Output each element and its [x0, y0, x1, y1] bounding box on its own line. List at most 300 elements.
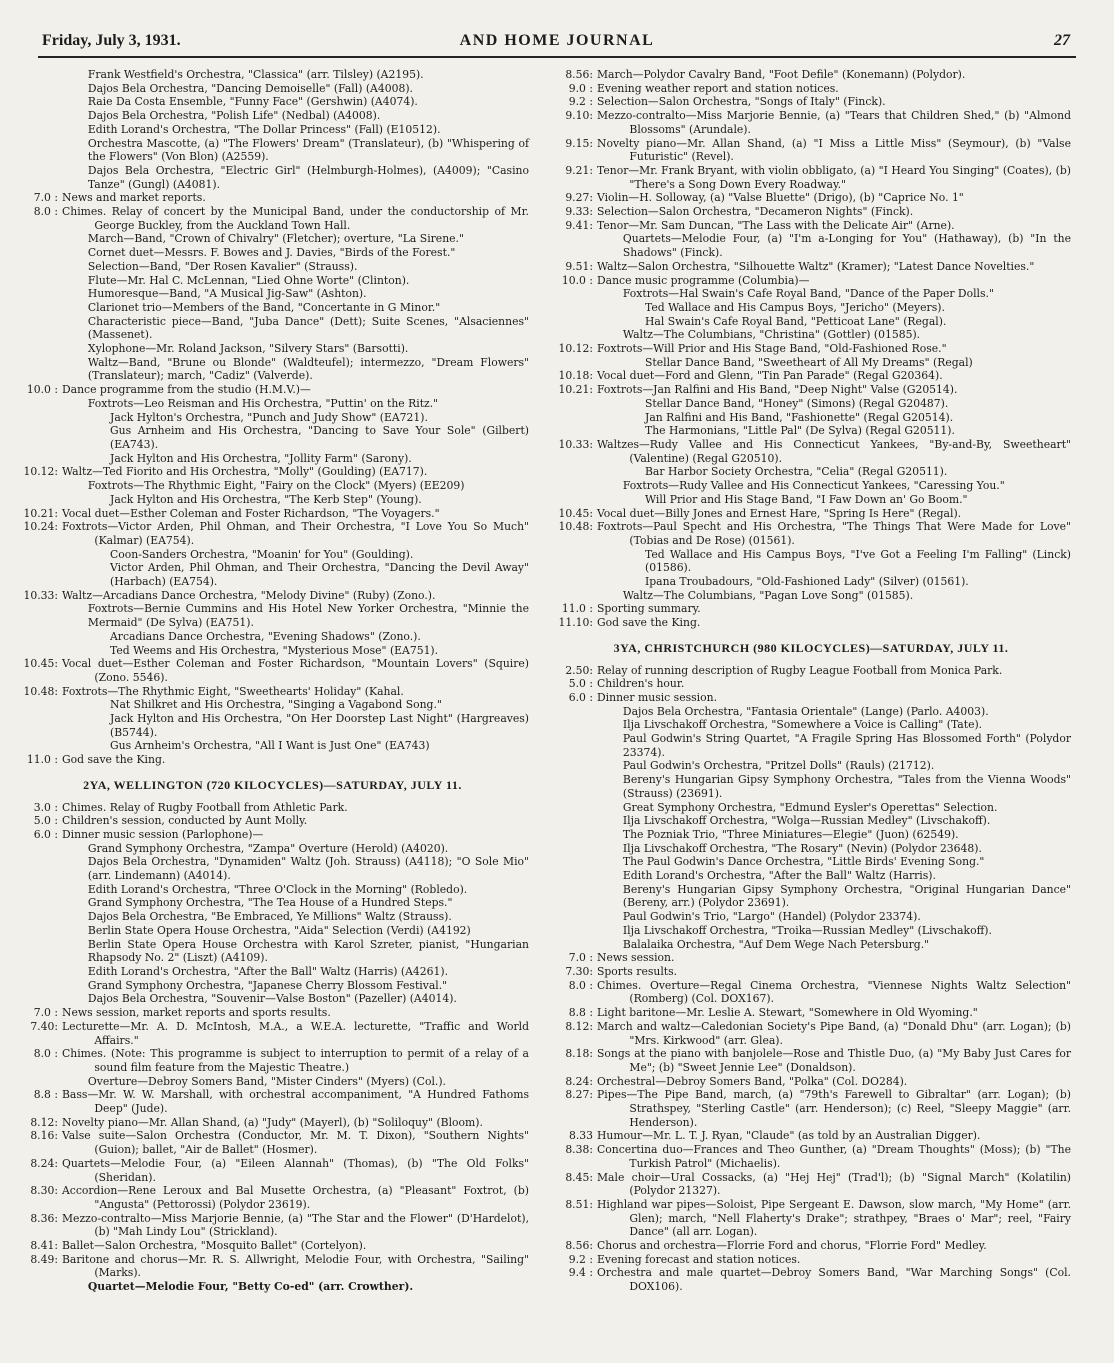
program-entry	[16, 520, 529, 547]
entry-text: Great Symphony Orchestra, "Edmund Eysler's Operettas" Selection.	[622, 800, 998, 814]
program-entry	[16, 828, 529, 842]
program-entry	[551, 1239, 1071, 1253]
right-column	[551, 68, 1071, 1294]
program-entry	[551, 507, 1071, 521]
entry-text: Dinner music session (Parlophone)—	[62, 827, 264, 841]
entry-text: Edith Lorand's Orchestra, "Three O'Clock in the Morning" (Robledo).	[87, 882, 468, 896]
entry-time	[551, 315, 597, 329]
program-entry	[16, 205, 529, 232]
program-entry	[551, 315, 1071, 329]
entry-text: Jack Hylton and His Orchestra, "On Her Doorstep Last Night" (Hargreaves) (B5744).	[110, 712, 529, 739]
entry-time	[16, 232, 62, 246]
program-entry	[16, 1239, 529, 1253]
entry-text: Selection—Band, "Der Rosen Kavalier" (Strauss).	[87, 259, 358, 273]
page-header	[38, 30, 1076, 58]
entry-text: Jack Hylton and His Orchestra, "The Kerb Step" (Young).	[110, 492, 422, 506]
program-entry	[551, 287, 1071, 301]
entry-time: 10.45:	[558, 506, 593, 520]
entry-time	[16, 924, 62, 938]
entry-time	[16, 1280, 62, 1294]
entry-text: Quartets—Melodie Four, (a) "Eileen Alannah" (Thomas), (b) "The Old Folks" (Sheridan).	[62, 1156, 529, 1184]
entry-text: Foxtrots—The Rhythmic Eight, "Fairy on the Clock" (Myers) (EE209)	[87, 479, 465, 493]
entry-text: Orchestral—Debroy Somers Band, "Polka" (Col. DO284).	[597, 1074, 908, 1088]
entry-text: Ilja Livschakoff Orchestra, "Somewhere a Voice is Calling" (Tate).	[622, 718, 983, 732]
program-entry	[551, 479, 1071, 493]
entry-time: 9.0 :	[568, 81, 593, 95]
program-entry	[16, 910, 529, 924]
entry-time: 9.10:	[565, 109, 593, 123]
entry-time	[16, 68, 62, 82]
program-entry	[551, 1047, 1071, 1074]
entry-text: Foxtrots—Victor Arden, Phil Ohman, and Their Orchestra, "I Love You So Much" (Kalmar) (EA754).	[62, 520, 529, 547]
entry-text: Novelty piano—Mr. Allan Shand, (a) "Judy" (Mayerl), (b) "Soliloquy" (Bloom).	[62, 1115, 483, 1129]
entry-text: Bar Harbor Society Orchestra, "Celia" (Regal G20511).	[645, 465, 948, 479]
entry-text: Orchestra and male quartet—Debroy Somers Band, "War Marching Songs" (Col. DOX106).	[597, 1266, 1071, 1294]
entry-time	[16, 883, 62, 897]
entry-text: March—Band, "Crown of Chivalry" (Fletcher); overture, "La Sirene."	[87, 232, 464, 246]
program-entry	[551, 924, 1071, 938]
entry-text: Quartet—Melodie Four, "Betty Co-ed" (arr. Crowther).	[87, 1280, 414, 1294]
entry-text: Paul Godwin's Trio, "Largo" (Handel) (Polydor 23374).	[622, 910, 921, 924]
entry-time	[16, 109, 62, 123]
entry-text: Orchestra Mascotte, (a) "The Flowers' Dream" (Translateur), (b) "Whispering of the Flowers" (Von Blon) (A2559).	[87, 136, 529, 164]
entry-text: Balalaika Orchestra, "Auf Dem Wege Nach Petersburg."	[622, 937, 930, 951]
program-entry	[16, 383, 529, 397]
christchurch-section-title: 3YA, CHRISTCHURCH (980 KILOCYCLES)—SATURDAY, JULY 11.	[613, 640, 1009, 655]
program-entry	[16, 1116, 529, 1130]
entry-time: 10.21:	[558, 383, 593, 397]
entry-time	[551, 883, 597, 910]
entry-time: 11.0 :	[561, 602, 593, 616]
entry-text: Tenor—Mr. Frank Bryant, with violin obbligato, (a) "I Heard You Singing" (Coates), (b) "There's a Song Down Every Roadway."	[597, 163, 1071, 191]
program-entry	[551, 301, 1071, 315]
entry-text: Raie Da Costa Ensemble, "Funny Face" (Gershwin) (A4074).	[87, 95, 418, 109]
entry-time: 6.0 :	[33, 827, 58, 841]
entry-time	[16, 644, 62, 658]
entry-time	[551, 411, 597, 425]
entry-time	[16, 842, 62, 856]
program-entry	[551, 164, 1071, 191]
program-entry	[551, 1088, 1071, 1129]
program-entry	[551, 814, 1071, 828]
program-entry	[16, 1020, 529, 1047]
entry-text: Chimes. (Note: This programme is subject to interruption to permit of a relay of a sound film feature from the Majestic Theatre.)	[62, 1047, 529, 1074]
entry-text: Dajos Bela Orchestra, "Dynamiden" Waltz (Joh. Strauss) (A4118); "O Sole Mio" (arr. Lindemann) (A4014).	[87, 855, 529, 883]
entry-time: 5.0 :	[568, 677, 593, 691]
left-column	[16, 68, 529, 1294]
entry-time	[551, 479, 597, 493]
entry-time	[551, 424, 597, 438]
entry-time	[551, 938, 597, 952]
entry-text: Baritone and chorus—Mr. R. S. Allwright, Melodie Four, with Orchestra, "Sailing" (Marks).	[62, 1252, 529, 1280]
entry-time	[551, 575, 597, 589]
entry-text: Waltz—Salon Orchestra, "Silhouette Waltz" (Kramer); "Latest Dance Novelties."	[597, 259, 1035, 273]
entry-text: Jack Hylton and His Orchestra, "Jollity Farm" (Sarony).	[110, 451, 412, 465]
program-entry	[551, 732, 1071, 759]
program-entry	[551, 910, 1071, 924]
program-entry	[16, 938, 529, 965]
entry-text: The Harmonians, "Little Pal" (De Sylva) (Regal G20511).	[645, 424, 955, 438]
entry-time: 9.21:	[565, 163, 593, 177]
entry-text: Dajos Bela Orchestra, "Souvenir—Valse Boston" (Pazeller) (A4014).	[87, 992, 457, 1006]
entry-time: 9.41:	[565, 218, 593, 232]
entry-time: 8.45:	[565, 1170, 593, 1184]
entry-text: March and waltz—Caledonian Society's Pipe Band, (a) "Donald Dhu" (arr. Logan); (b) "Mrs. Kirkwood" (arr. Glea).	[597, 1019, 1071, 1047]
entry-text: Bereny's Hungarian Gipsy Symphony Orchestra, "Original Hungarian Dance" (Bereny, arr.) (Polydor 23691).	[622, 882, 1071, 910]
entry-time: 10.18:	[558, 369, 593, 383]
entry-time: 8.8 :	[33, 1088, 58, 1102]
program-entry	[16, 712, 529, 739]
entry-time: 11.0 :	[26, 753, 58, 767]
entry-time	[16, 411, 62, 425]
program-entry	[551, 801, 1071, 815]
entry-time	[551, 548, 597, 575]
entry-text: Foxtrots—Jan Ralfini and His Band, "Deep Night" Valse (G20514).	[597, 383, 958, 397]
entry-time: 11.10:	[558, 616, 593, 630]
program-entry	[16, 315, 529, 342]
entry-text: Grand Symphony Orchestra, "Japanese Cherry Blossom Festival."	[87, 978, 448, 992]
entry-text: News session.	[597, 951, 675, 965]
entry-text: Dajos Bela Orchestra, "Fantasia Orientale" (Lange) (Parlo. A4003).	[622, 704, 989, 718]
program-entry	[551, 718, 1071, 732]
entry-time	[16, 246, 62, 260]
entry-time: 7.0 :	[33, 191, 58, 205]
program-entry	[16, 657, 529, 684]
program-entry	[551, 575, 1071, 589]
entry-time	[16, 739, 62, 753]
entry-text: Cornet duet—Messrs. F. Bowes and J. Davies, "Birds of the Forest."	[87, 246, 456, 260]
entry-text: Male choir—Ural Cossacks, (a) "Hej Hej" (Trad'l); (b) "Signal March" (Kolatilin) (Polydor 21327).	[597, 1170, 1071, 1198]
entry-time	[551, 718, 597, 732]
entry-time: 10.48:	[23, 684, 58, 698]
program-entry	[551, 979, 1071, 1006]
entry-time	[16, 424, 62, 451]
program-entry	[551, 328, 1071, 342]
entry-time: 5.0 :	[33, 814, 58, 828]
entry-time: 10.24:	[23, 520, 58, 534]
program-entry	[16, 82, 529, 96]
entry-text: Will Prior and His Stage Band, "I Faw Down an' Go Boom."	[645, 492, 968, 506]
program-entry	[16, 287, 529, 301]
wellington-section-title: 2YA, WELLINGTON (720 KILOCYCLES)—SATURDAY, JULY 11.	[83, 777, 462, 792]
christchurch-program	[551, 664, 1071, 1294]
entry-text: Dance music programme (Columbia)—	[597, 273, 810, 287]
program-entry	[551, 951, 1071, 965]
entry-text: Valse suite—Salon Orchestra (Conductor, Mr. M. T. Dixon), "Southern Nights" (Guion); ballet, "Air de Ballet" (Hosmer).	[62, 1129, 529, 1157]
entry-text: Foxtrots—Paul Specht and His Orchestra, "The Things That Were Made for Love" (Tobias and De Rose) (01561).	[597, 520, 1071, 547]
entry-text: Selection—Salon Orchestra, "Decameron Nights" (Finck).	[597, 205, 914, 219]
program-entry	[16, 979, 529, 993]
entry-text: Songs at the piano with banjolele—Rose and Thistle Duo, (a) "My Baby Just Cares for Me"; (b) "Sweet Jennie Lee" (Donaldson).	[597, 1047, 1071, 1074]
program-entry	[551, 1075, 1071, 1089]
entry-time	[16, 630, 62, 644]
wellington-program	[16, 801, 529, 1294]
entry-text: Victor Arden, Phil Ohman, and Their Orchestra, "Dancing the Devil Away" (Harbach) (EA754).	[110, 561, 529, 589]
entry-text: Clarionet trio—Members of the Band, "Concertante in G Minor."	[87, 300, 441, 314]
header-date: Friday, July 3, 1931.	[42, 32, 181, 49]
program-entry	[551, 424, 1071, 438]
entry-text: Ilja Livschakoff Orchestra, "Wolga—Russian Medley" (Livschakoff).	[622, 814, 991, 828]
entry-time: 8.56:	[565, 1239, 593, 1253]
entry-text: Relay of running description of Rugby League Football from Monica Park.	[597, 663, 1003, 677]
program-entry	[16, 301, 529, 315]
program-entry	[16, 630, 529, 644]
entry-text: News and market reports.	[62, 191, 206, 205]
entry-time	[16, 356, 62, 383]
program-entry	[16, 698, 529, 712]
entry-time: 8.56:	[565, 68, 593, 81]
entry-text: Vocal duet—Esther Coleman and Foster Richardson, "The Voyagers."	[62, 506, 440, 520]
program-entry	[16, 246, 529, 260]
program-entry	[16, 753, 529, 767]
entry-time: 9.27:	[565, 191, 593, 205]
entry-time	[16, 137, 62, 164]
entry-text: Tenor—Mr. Sam Duncan, "The Lass with the Delicate Air" (Arne).	[597, 218, 955, 232]
entry-time	[551, 773, 597, 800]
page-number: 27	[1054, 32, 1070, 49]
program-entry	[16, 992, 529, 1006]
entry-text: Dajos Bela Orchestra, "Dancing Demoiselle" (Fall) (A4008).	[87, 81, 413, 95]
entry-time: 9.2 :	[568, 1252, 593, 1266]
entry-text: Lecturette—Mr. A. D. McIntosh, M.A., a W.E.A. lecturette, "Traffic and World Affairs."	[62, 1019, 529, 1047]
entry-time: 8.12:	[565, 1019, 593, 1033]
entry-time	[16, 95, 62, 109]
entry-text: Ipana Troubadours, "Old-Fashioned Lady" (Silver) (01561).	[645, 575, 969, 589]
entry-text: Bereny's Hungarian Gipsy Symphony Orchestra, "Tales from the Vienna Woods" (Strauss) (23691).	[622, 773, 1071, 800]
entry-time	[16, 260, 62, 274]
program-entry	[16, 232, 529, 246]
program-entry	[551, 397, 1071, 411]
entry-time	[16, 548, 62, 562]
program-entry	[16, 561, 529, 588]
program-entry	[16, 965, 529, 979]
entry-time: 8.0 :	[33, 1047, 58, 1061]
program-entry	[16, 548, 529, 562]
program-entry	[551, 274, 1071, 288]
entry-time	[16, 910, 62, 924]
entry-time: 8.0 :	[568, 978, 593, 992]
entry-text: Mezzo-contralto—Miss Marjorie Bennie, (a) "The Star and the Flower" (D'Hardelot), (b) "Mah Lindy Lou" (Strickland).	[62, 1211, 529, 1239]
entry-text: Dinner music session.	[597, 690, 718, 704]
entry-time: 10.33:	[558, 437, 593, 451]
entry-time	[551, 814, 597, 828]
program-entry	[16, 465, 529, 479]
program-entry	[16, 1129, 529, 1156]
program-entry	[551, 602, 1071, 616]
program-entry	[551, 773, 1071, 800]
entry-text: Pipes—The Pipe Band, march, (a) "79th's Farewell to Gibraltar" (arr. Logan); (b) Strathspey, "Sterling Castle" (arr. Henderson); (c) Reel, "Sleepy Maggie" (arr. Henderson).	[597, 1088, 1071, 1129]
program-entry	[16, 814, 529, 828]
program-entry	[16, 109, 529, 123]
entry-text: Foxtrots—Leo Reisman and His Orchestra, "Puttin' on the Ritz."	[87, 396, 439, 410]
entry-text: Hal Swain's Cafe Royal Band, "Petticoat Lane" (Regal).	[645, 314, 947, 328]
program-entry	[551, 883, 1071, 910]
program-entry	[16, 191, 529, 205]
program-entry	[551, 232, 1071, 259]
entry-text: Dajos Bela Orchestra, "Polish Life" (Nedbal) (A4008).	[87, 109, 381, 123]
entry-text: Stellar Dance Band, "Sweetheart of All My Dreams" (Regal)	[645, 355, 973, 369]
program-entry	[16, 602, 529, 629]
entry-time	[551, 465, 597, 479]
entry-text: Foxtrots—Bernie Cummins and His Hotel New Yorker Orchestra, "Minnie the Mermaid" (De Sylva) (EA751).	[87, 602, 529, 630]
entry-text: God save the King.	[62, 753, 166, 767]
program-entry	[551, 82, 1071, 96]
entry-text: Ilja Livschakoff Orchestra, "The Rosary" (Nevin) (Polydor 23648).	[622, 841, 982, 855]
program-entry	[16, 896, 529, 910]
program-entry	[16, 924, 529, 938]
program-entry	[16, 1184, 529, 1211]
entry-text: Waltz—The Columbians, "Christina" (Gottler) (01585).	[622, 328, 921, 342]
entry-time	[16, 938, 62, 965]
program-entry	[551, 109, 1071, 136]
entry-text: Chimes. Relay of concert by the Municipal Band, under the conductorship of Mr. George Buckley, from the Auckland Town Hall.	[62, 205, 529, 232]
program-entry	[551, 191, 1071, 205]
entry-time	[16, 493, 62, 507]
entry-time	[16, 896, 62, 910]
entry-text: Foxtrots—The Rhythmic Eight, "Sweethearts' Holiday" (Kahal.	[62, 684, 404, 698]
program-entry	[551, 869, 1071, 883]
entry-text: Highland war pipes—Soloist, Pipe Sergeant E. Dawson, slow march, "My Home" (arr. Glen); march, "Nell Flaherty's Drake"; strathpey, "Braes o' Mar"; reel, "Fairy Dance" (all arr. Logan).	[597, 1197, 1071, 1239]
entry-time	[551, 397, 597, 411]
entry-time: 9.4 :	[568, 1266, 593, 1280]
program-entry	[16, 493, 529, 507]
entry-text: March—Polydor Cavalry Band, "Foot Defile" (Konemann) (Polydor).	[597, 68, 966, 81]
entry-time	[551, 869, 597, 883]
entry-text: Berlin State Opera House Orchestra, "Aida" Selection (Verdi) (A4192)	[87, 923, 471, 937]
entry-text: Dajos Bela Orchestra, "Be Embraced, Ye Millions" Waltz (Strauss).	[87, 910, 452, 924]
program-entry	[16, 452, 529, 466]
entry-time	[16, 397, 62, 411]
program-entry	[551, 205, 1071, 219]
entry-text: Sports results.	[597, 965, 678, 978]
entry-time	[551, 732, 597, 759]
program-entry	[16, 68, 529, 82]
program-entry	[551, 465, 1071, 479]
entry-time: 7.0 :	[33, 1006, 58, 1020]
entry-time	[551, 910, 597, 924]
entry-text: Foxtrots—Hal Swain's Cafe Royal Band, "Dance of the Paper Dolls."	[622, 287, 994, 301]
entry-text: Ted Weems and His Orchestra, "Mysterious Mose" (EA751).	[110, 643, 439, 657]
entry-time: 7.30:	[565, 965, 593, 978]
entry-text: Foxtrots—Will Prior and His Stage Band, "Old-Fashioned Rose."	[597, 342, 947, 356]
program-entry	[16, 397, 529, 411]
entry-time	[551, 356, 597, 370]
entry-time: 10.21:	[23, 506, 58, 520]
program-entry	[551, 1020, 1071, 1047]
entry-time	[551, 828, 597, 842]
entry-time: 6.0 :	[568, 690, 593, 704]
entry-time: 8.0 :	[33, 205, 58, 219]
program-entry	[16, 1253, 529, 1280]
entry-text: Grand Symphony Orchestra, "Zampa" Overture (Herold) (A4020).	[87, 841, 449, 855]
program-entry	[551, 705, 1071, 719]
program-entry	[551, 260, 1071, 274]
entry-text: Edith Lorand's Orchestra, "After the Ball" Waltz (Harris).	[622, 869, 936, 883]
wellington-program-continued	[551, 68, 1071, 630]
program-entry	[551, 548, 1071, 575]
program-entry	[551, 1198, 1071, 1239]
program-entry	[16, 95, 529, 109]
entry-text: Flute—Mr. Hal C. McLennan, "Lied Ohne Worte" (Clinton).	[87, 273, 410, 287]
entry-text: Coon-Sanders Orchestra, "Moanin' for You" (Goulding).	[110, 547, 414, 561]
entry-time	[551, 301, 597, 315]
program-entry	[551, 68, 1071, 82]
entry-time	[16, 315, 62, 342]
entry-time: 2.50:	[565, 663, 593, 677]
entry-text: Ted Wallace and His Campus Boys, "I've Got a Feeling I'm Falling" (Linck) (01586).	[645, 547, 1071, 575]
entry-text: Children's hour.	[597, 677, 685, 691]
entry-text: Foxtrots—Rudy Vallee and His Connecticut Yankees, "Caressing You."	[622, 479, 1005, 493]
program-entry	[551, 677, 1071, 691]
program-entry	[16, 883, 529, 897]
entry-text: Xylophone—Mr. Roland Jackson, "Silvery Stars" (Barsotti).	[87, 342, 409, 356]
program-entry	[16, 123, 529, 137]
program-entry	[16, 1280, 529, 1294]
entry-time: 8.8 :	[568, 1006, 593, 1020]
auckland-program-continued	[16, 68, 529, 767]
entry-time	[16, 855, 62, 882]
entry-text: Selection—Salon Orchestra, "Songs of Italy" (Finck).	[597, 95, 886, 109]
entry-text: The Paul Godwin's Dance Orchestra, "Little Birds' Evening Song."	[622, 855, 985, 869]
entry-time	[16, 979, 62, 993]
program-entry	[551, 95, 1071, 109]
entry-text: Violin—H. Solloway, (a) "Valse Bluette" (Drigo), (b) "Caprice No. 1"	[597, 191, 964, 205]
entry-time: 3.0 :	[33, 800, 58, 814]
entry-time	[551, 328, 597, 342]
entry-text: Characteristic piece—Band, "Juba Dance" (Dett); Suite Scenes, "Alsaciennes" (Massenet).	[87, 314, 529, 342]
entry-time: 8.24:	[565, 1074, 593, 1088]
entry-time	[16, 342, 62, 356]
entry-text: Waltz—Band, "Brune ou Blonde" (Waldteufel); intermezzo, "Dream Flowers" (Translateur); march, "Cadiz" (Valverde).	[87, 355, 529, 383]
entry-text: Jack Hylton's Orchestra, "Punch and Judy Show" (EA721).	[110, 410, 428, 424]
entry-text: Chorus and orchestra—Florrie Ford and chorus, "Florrie Ford" Medley.	[597, 1239, 987, 1253]
entry-text: Mezzo-contralto—Miss Marjorie Bennie, (a) "Tears that Children Shed," (b) "Almond Blossoms" (Arundale).	[597, 109, 1071, 136]
entry-time: 8.49:	[30, 1252, 58, 1266]
program-entry	[16, 424, 529, 451]
entry-time: 10.12:	[558, 342, 593, 356]
entry-time	[16, 712, 62, 739]
program-entry	[551, 965, 1071, 979]
program-entry	[16, 1006, 529, 1020]
entry-text: Bass—Mr. W. W. Marshall, with orchestral accompaniment, "A Hundred Fathoms Deep" (Jude).	[62, 1088, 529, 1116]
program-entry	[16, 842, 529, 856]
entry-time: 9.51:	[565, 259, 593, 273]
program-entry	[551, 1006, 1071, 1020]
entry-time: 10.33:	[23, 588, 58, 602]
program-entry	[16, 644, 529, 658]
program-entry	[16, 855, 529, 882]
entry-text: News session, market reports and sports results.	[62, 1006, 331, 1020]
entry-time: 7.0 :	[568, 951, 593, 965]
entry-time	[16, 965, 62, 979]
entry-text: Gus Arnheim's Orchestra, "All I Want is Just One" (EA743)	[110, 739, 430, 753]
program-entry	[551, 1171, 1071, 1198]
entry-text: Sporting summary.	[597, 602, 701, 616]
program-entry	[16, 260, 529, 274]
entry-time	[551, 232, 597, 259]
program-entry	[551, 589, 1071, 603]
entry-text: Frank Westfield's Orchestra, "Classica" (arr. Tilsley) (A2195).	[87, 68, 424, 81]
entry-time	[551, 589, 597, 603]
entry-time	[551, 801, 597, 815]
entry-text: Waltz—The Columbians, "Pagan Love Song" (01585).	[622, 588, 914, 602]
entry-time: 9.2 :	[568, 95, 593, 109]
entry-text: Ballet—Salon Orchestra, "Mosquito Ballet" (Cortelyon).	[62, 1239, 367, 1253]
program-entry	[551, 616, 1071, 630]
entry-text: Concertina duo—Frances and Theo Gunther, (a) "Dream Thoughts" (Moss); (b) "The Turkish Patrol" (Michaelis).	[597, 1143, 1071, 1170]
entry-time	[16, 992, 62, 1006]
program-entry	[551, 356, 1071, 370]
